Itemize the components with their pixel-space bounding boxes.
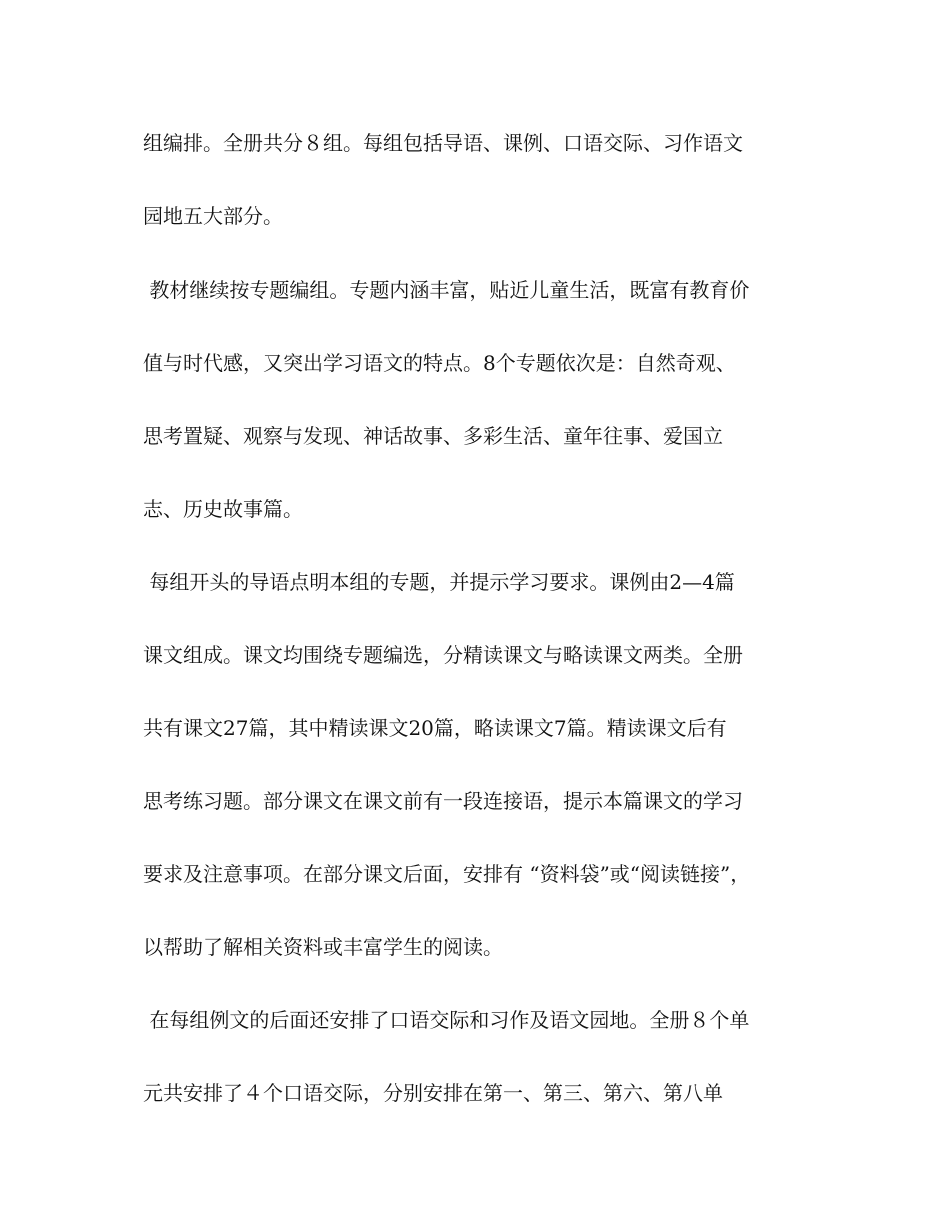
text-line: 值与时代感，又突出学习语文的特点。8个专题依次是：自然奇观、 — [143, 351, 736, 375]
text-line: 共有课文27篇，其中精读课文20篇，略读课文7篇。精读课文后有 — [143, 716, 727, 740]
text-line: 教材继续按专题编组。专题内涵丰富，贴近儿童生活，既富有教育价 — [143, 278, 750, 302]
text-line: 园地五大部分。 — [143, 204, 283, 228]
text-line: 志、历史故事篇。 — [143, 497, 303, 521]
text-line: 组编排。全册共分８组。每组包括导语、课例、口语交际、习作语文 — [143, 131, 743, 155]
text-line: 每组开头的导语点明本组的专题，并提示学习要求。课例由2—4篇 — [143, 570, 735, 594]
text-line: 以帮助了解相关资料或丰富学生的阅读。 — [143, 935, 503, 959]
text-line: 思考置疑、观察与发现、神话故事、多彩生活、童年往事、爱国立 — [143, 424, 723, 448]
text-line: 课文组成。课文均围绕专题编选，分精读课文与略读课文两类。全册 — [143, 643, 743, 667]
text-line: 在每组例文的后面还安排了口语交际和习作及语文园地。全册８个单 — [143, 1008, 750, 1032]
text-line: 要求及注意事项。在部分课文后面，安排有 “资料袋”或“阅读链接”， — [143, 862, 751, 886]
text-line: 元共安排了４个口语交际，分别安排在第一、第三、第六、第八单 — [143, 1081, 723, 1105]
text-line: 思考练习题。部分课文在课文前有一段连接语，提示本篇课文的学习 — [143, 789, 743, 813]
